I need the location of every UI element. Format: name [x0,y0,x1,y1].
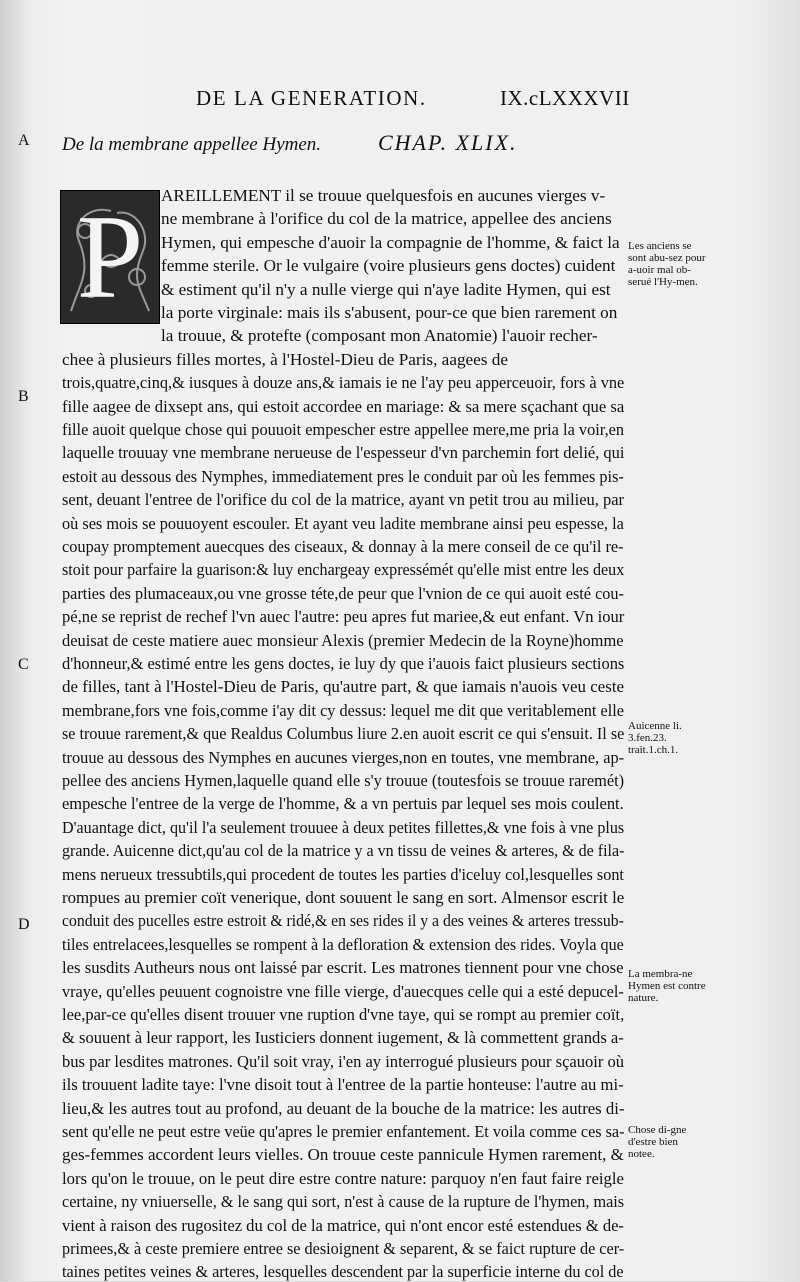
running-head [0,86,800,116]
text-line: ils trouuent ladite taye: l'vne disoit tout à l'entree de la partie honteuse: l'autre au mi- [62,1075,624,1095]
text-line: conduit des pucelles estre estroit & ridé,& en ses rides il y a des veines & arteres tressub- [62,911,624,931]
text-line: trois,quatre,cinq,& iusques à douze ans,& iamais ie ne l'ay peu apperceuoir, fors à vne [62,373,625,393]
text-line: rompues au premier coït venerique, dont souuent le sang en sort. Almensor escrit le [62,888,625,907]
text-line: primees,& à ceste premiere entree se desioignent & separent, & se faict rupture de cer- [62,1239,625,1258]
drop-cap-letter: P [76,190,144,323]
text-line: lee,par-ce qu'elles disent trouuer vne ruption d'vne taye, qui se rompt au premier coït, [62,1005,625,1024]
text-line: AREILLEMENT il se trouue quelquesfois en aucunes vierges v- [161,186,606,205]
chapter-label: CHAP. XLIX. [378,130,518,155]
text-line: de filles, tant à l'Hostel-Dieu de Paris, qu'autre part, & que iamais n'auois veu ceste [62,677,625,697]
text-line: Hymen, qui empesche d'auoir la compagnie de l'homme, & faict la [161,232,620,252]
text-line: la porte virginale: mais ils s'abusent, pour-ce que bien rarement on [161,303,618,322]
text-line: ges-femmes accordent leurs vielles. On trouue ceste pannicule Hymen rarement, & [62,1145,624,1165]
drop-cap [60,190,160,324]
text-line: vient à raison des rugositez du col de la matrice, qui n'ont encor esté estendues & de- [62,1215,624,1235]
text-line: tiles entrelacees,lesquelles se rompent à la defloration & extension des rides. Voyla que [62,934,624,954]
text-line: trouue au dessous des Nymphes en aucunes vierges,non en toutes, vne membrane, ap- [62,747,625,767]
text-line: laquelle trouuay vne membrane nerueuse de l'espesseur d'vn parchemin fort delié, qui [62,443,625,463]
text-line: & souuent à leur rapport, les Iusticiers donnent iugement, & là commettent grands a- [62,1028,624,1048]
text-line: pellee des anciens Hymen,laquelle quand elle s'y trouue (toutesfois se trouue raremét) [62,771,625,790]
text-line: fille auoit quelque chose qui pouuoit empescher estre appellee mere,me pria la voir,en [62,420,625,439]
text-line: & estiment qu'il n'y a nulle vierge qui n'aye ladite Hymen, qui est [161,279,611,299]
text-line: lieu,& les autres tout au profond, au deuant de la bouche de la matrice: les autres di- [62,1098,625,1118]
text-line: lors qu'on le trouue, on le peut dire estre contre nature: parquoy n'en faut faire reigle [62,1168,624,1188]
text-line: parties des plumaceaux,ou vne grosse téte,de peur que l'vnion de ce qui auoit esté cou- [62,583,624,603]
margin-letter-a: A [18,132,30,149]
side-note-membrane: La membra-ne Hymen est contre nature. [628,968,706,1004]
text-line: mens nerueux tressubtils,qui procedent de toutes les parties d'iceluy col,lesquelles sont [62,864,624,884]
text-line: la trouue, & protefte (composant mon Anatomie) l'auoir recher- [161,326,598,346]
text-line: membrane,fors vne fois,comme i'ay dit cy dessus: lequel me dit que veritablement elle [62,700,624,720]
text-line: taines petites veines & arteres, lesquelles descendent par la superficie interne du col de [62,1262,624,1282]
text-line: femme sterile. Or le vulgaire (voire plusieurs gens doctes) cuident [161,256,616,276]
text-line: les susdits Autheurs nous ont laissé par escrit. Les matrones tiennent pour vne chose [62,958,624,978]
text-line: chee à plusieurs filles mortes, à l'Hostel-Dieu de Paris, aagees de [62,349,509,369]
text-line: où ses mois se pouuoyent escouler. Et ayant veu ladite membrane ainsi peu espesse, la [62,513,624,533]
text-line: ne membrane à l'orifice du col de la matrice, appellee des anciens [161,209,612,229]
running-head-title: DE LA GENERATION. [196,86,427,110]
text-line: sent, deuant l'entree de l'orifice du col de la matrice, ayant vn petit trou au milieu, par [62,490,625,510]
text-line: fille aagee de dixsept ans, qui estoit accordee en mariage: & sa mere sçachant que sa [62,396,625,416]
text-line: pé,ne se reprist de rechef l'vn auec l'autre: peu apres fut mariee,& eut enfant. Vn iour [62,607,625,627]
text-line: se trouue rarement,& que Realdus Columbus liure 2.en auoit escrit ce qui s'ensuit. Il se [62,724,625,744]
side-note-chose: Chose di-gne d'estre bien notee. [628,1124,687,1160]
text-line: grande. Auicenne dict,qu'au col de la matrice y a vn tissu de veines & arteres, & de fila- [62,841,625,861]
text-line: bus par lesdites matrones. Qu'il soit vray, i'en ay interrogué plusieurs pour sçauoir où [62,1051,625,1071]
margin-letter-c: C [18,656,29,673]
text-line: vraye, qu'elles peuuent cognoistre vne fille vierge, d'auecques celle qui a esté depucel- [62,981,624,1001]
side-note-anciens: Les anciens se sont abu-sez pour a-uoir mal ob-serué l'Hy-men. [628,240,706,288]
margin-letter-d: D [18,916,30,933]
page-number: IX.cLXXXVII [500,86,630,110]
text-line: sent qu'elle ne peut estre veüe qu'apres le premier enfantement. Et voila comme ces sa- [62,1122,625,1141]
text-line: stoit pour parfaire la guarison:& luy enchargeay expressémét qu'elle mist entre les deux [62,560,625,580]
text-line: estoit au dessous des Nymphes, immediatement pres le conduit par où les femmes pis- [62,466,624,486]
text-line: empesche l'entree de la verge de l'homme, & a vn pertuis par lequel ses mois coulent. [62,794,624,814]
text-line: D'auantage dict, qu'il l'a seulement trouuee à deux petites fillettes,& vne fois à vne plus [62,817,625,837]
chapter-subtitle: De la membrane appellee Hymen. [62,134,322,155]
text-line: d'honneur,& estimé entre les gens doctes, ie luy dy que i'auois faict plusieurs sections [62,654,625,673]
margin-letter-b: B [18,388,29,405]
side-note-auicenne: Auicenne li. 3.fen.23. trait.1.ch.1. [628,720,682,756]
text-line: coupay promptement auecques des ciseaux, & donnay à la mere conseil de ce qu'il re- [62,537,624,556]
text-line: certaine, ny vniuerselle, & le sang qui sort, n'est à cause de la rupture de l'hymen, mais [62,1192,625,1212]
text-line: deuisat de ceste matiere auec monsieur Alexis (premier Medecin de la Royne)homme [62,630,624,650]
